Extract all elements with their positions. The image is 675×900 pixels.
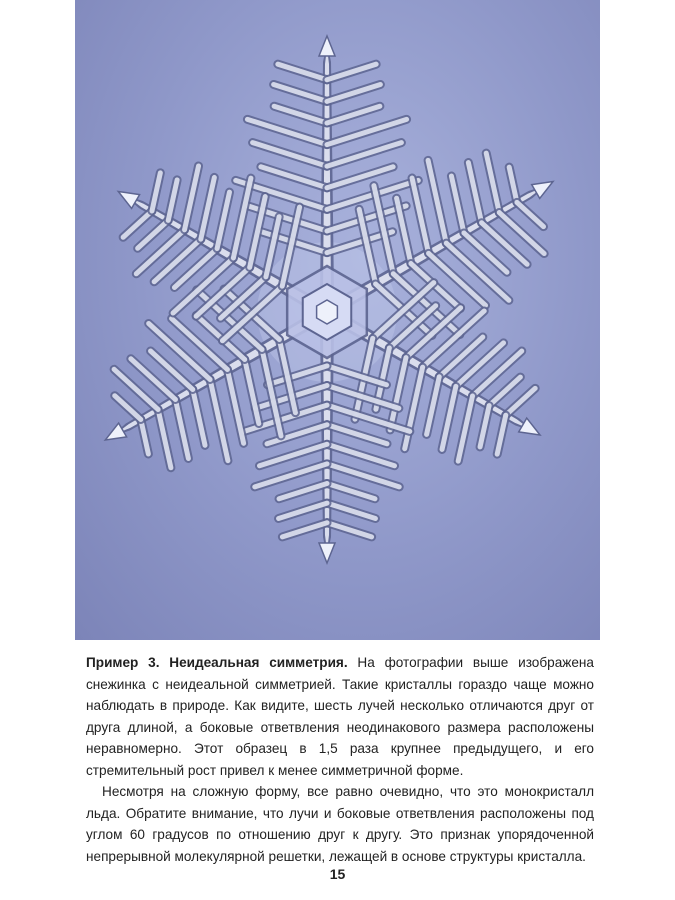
- caption-paragraph-1: [86, 652, 594, 781]
- snowflake-illustration: [75, 0, 600, 640]
- snowflake-photo: [75, 0, 600, 640]
- caption-heading: Пример 3. Неидеальная симметрия.: [86, 655, 348, 670]
- caption-paragraph-2: Несмотря на сложную форму, все равно очевидно, что это монокристалл льда. Обратите внимание, что лучи и боковые ответвления расположены под углом 60 градусов по отношению друг к другу. Это признак упорядоченной непрерывной молекулярной решетки, лежащей в основе структуры кристалла.: [86, 784, 594, 864]
- caption-paragraph-1-text: На фотографии выше изображена снежинка с неидеальной симметрией. Такие кристаллы гораздо чаще можно наблюдать в природе. Как видите, шесть лучей несколько отличаются друг от друга длиной, а боковые ответвления неодинакового размера расположены неравномерно. Этот образец в 1,5 раза крупнее предыдущего, и его стремительный рост привел к менее симметричной форме.: [86, 655, 594, 778]
- caption: [86, 652, 594, 867]
- page-number: 15: [329, 866, 346, 882]
